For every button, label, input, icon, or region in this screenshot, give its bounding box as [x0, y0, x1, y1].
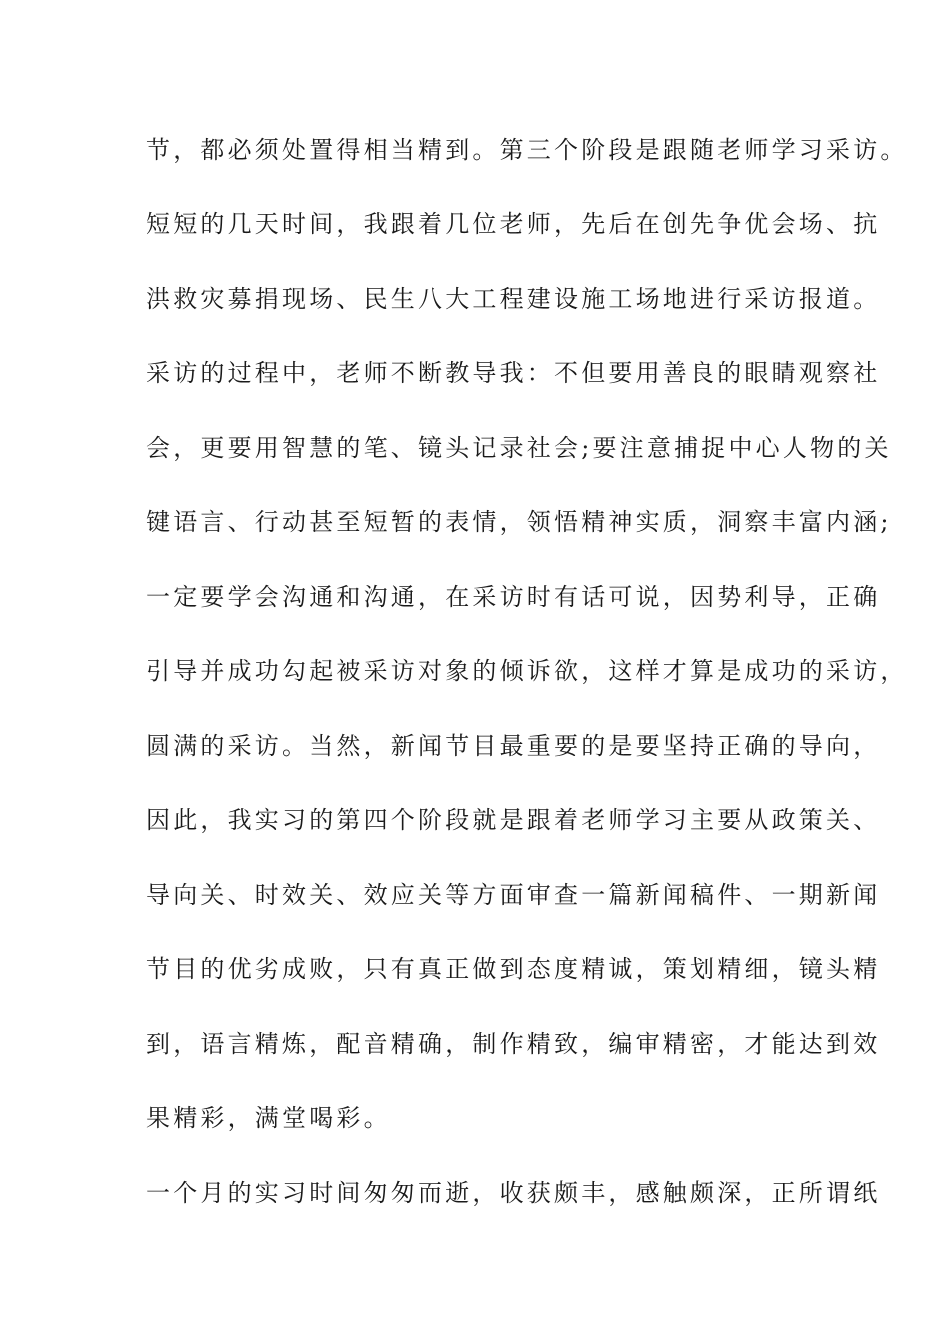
text-line: 会，更要用智慧的笔、镜头记录社会;要注意捕捉中心人物的关 [146, 434, 892, 462]
text-line: 洪救灾募捐现场、民生八大工程建设施工场地进行采访报道。 [146, 285, 881, 313]
text-line: 短短的几天时间，我跟着几位老师，先后在创先争优会场、抗 [146, 210, 881, 238]
text-line: 采访的过程中，老师不断教导我：不但要用善良的眼睛观察社 [146, 359, 881, 387]
text-line: 引导并成功勾起被采访对象的倾诉欲，这样才算是成功的采访， [146, 657, 908, 685]
text-line: 导向关、时效关、效应关等方面审查一篇新闻稿件、一期新闻 [146, 881, 881, 909]
text-line: 键语言、行动甚至短暂的表情，领悟精神实质，洞察丰富内涵; [146, 508, 892, 536]
text-line: 到，语言精炼，配音精确，制作精致，编审精密，才能达到效 [146, 1030, 881, 1058]
text-line: 节目的优劣成败，只有真正做到态度精诚，策划精细，镜头精 [146, 955, 881, 983]
text-line: 圆满的采访。当然，新闻节目最重要的是要坚持正确的导向， [146, 732, 881, 760]
text-line: 一个月的实习时间匆匆而逝，收获颇丰，感触颇深，正所谓纸 [146, 1179, 881, 1207]
text-line: 果精彩，满堂喝彩。 [146, 1104, 391, 1132]
text-line: 因此，我实习的第四个阶段就是跟着老师学习主要从政策关、 [146, 806, 881, 834]
text-line: 节，都必须处置得相当精到。第三个阶段是跟随老师学习采访。 [146, 136, 908, 164]
text-line: 一定要学会沟通和沟通，在采访时有话可说，因势利导，正确 [146, 583, 881, 611]
